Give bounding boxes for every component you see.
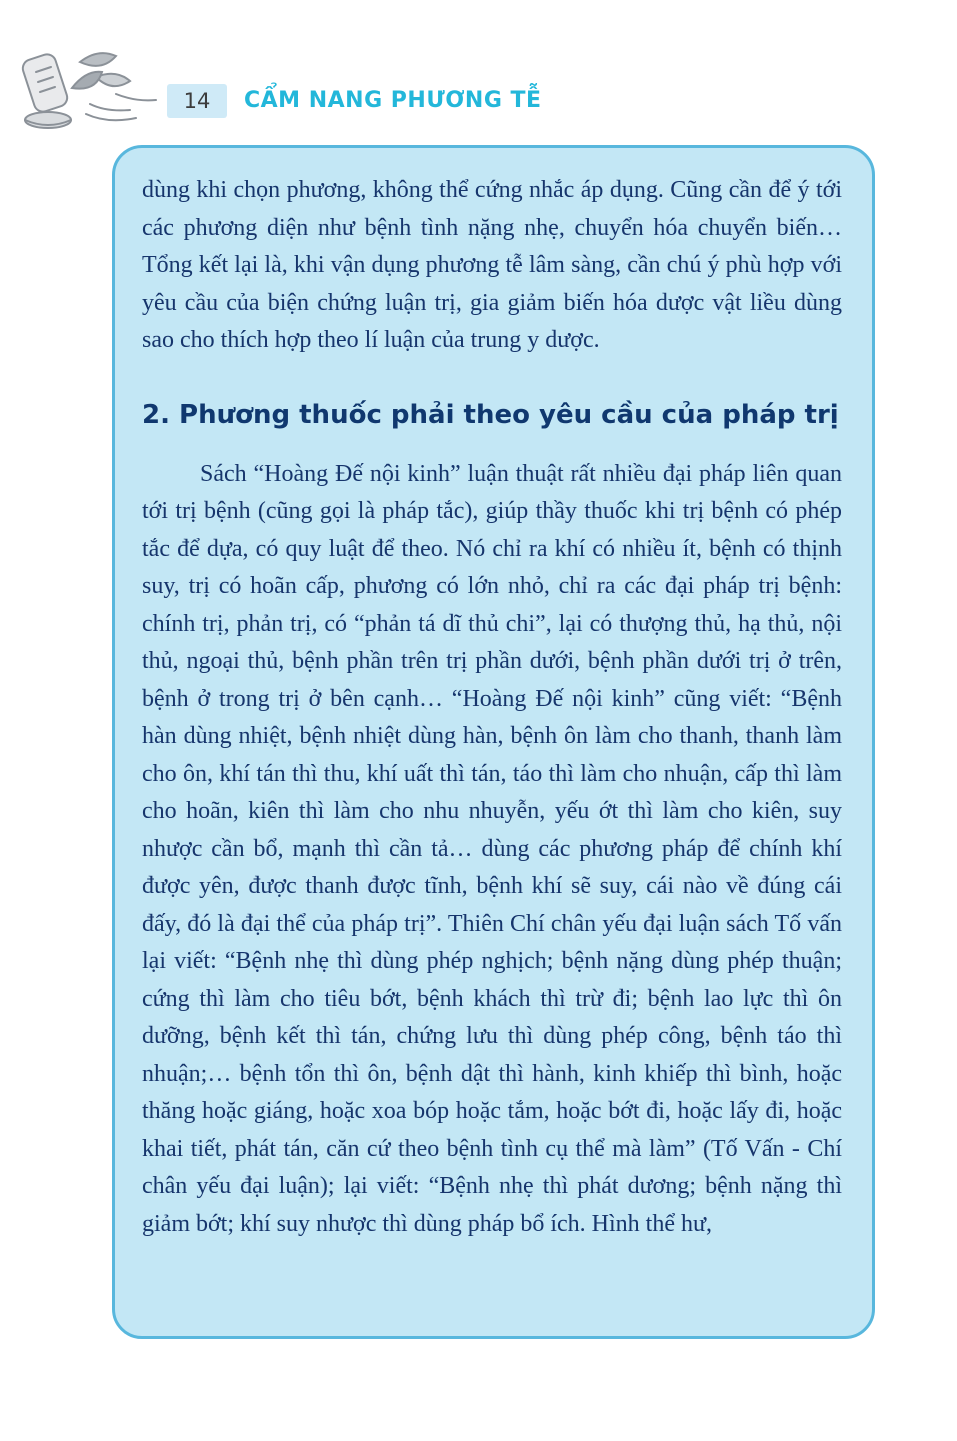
paragraph-continued: dùng khi chọn phương, không thể cứng nhắc áp dụng. Cũng cần để ý tới các phương diện như bệnh tình nặng nhẹ, chuyển hóa chuyển biến… Tổng kết lại là, khi vận dụng phương tễ lâm sàng, cần chú ý phù hợp với yêu cầu của biện chứng luận trị, gia giảm biến hóa dược vật liều dùng sao cho thích hợp theo lí luận của trung y dược. (142, 177, 842, 353)
page-number: 14 (183, 89, 211, 113)
body-paragraph: Sách “Hoàng Đế nội kinh” luận thuật rất nhiều đại pháp liên quan tới trị bệnh (cũng gọi là pháp tắc), giúp thầy thuốc khi trị bệnh có phép tắc để dựa, có quy luật để theo. Nó chỉ ra khí có nhiều ít, bệnh có thịnh suy, trị có hoãn cấp, phương có lớn nhỏ, chỉ ra các đại pháp trị bệnh: chính trị, phản trị, có “phản tá dĩ thủ chi”, lại có thượng thủ, hạ thủ, nội thủ, ngoại thủ, bệnh phần trên trị phần dưới, bệnh phần dưới trị ở trên, bệnh ở trong trị ở bên cạnh… “Hoàng Đế nội kinh” cũng viết: “Bệnh hàn dùng nhiệt, bệnh nhiệt dùng hàn, bệnh ôn làm cho thanh, thanh làm cho ôn, khí tán thì thu, khí uất thì tán, táo thì làm cho nhuận, cấp thì làm cho hoãn, kiên thì làm cho nhu nhuyễn, yếu ớt thì làm cho kiên, suy nhược cần bổ, mạnh thì cần tả… dùng các phương pháp để chính khí được yên, được thanh được tĩnh, bệnh khí sẽ suy, cái nào về đúng cái đấy, đó là đại thể của pháp trị”. Thiên Chí chân yếu đại luận sách Tố vấn lại viết: “Bệnh nhẹ thì dùng phép nghịch; bệnh nặng dùng phép thuận; cứng thì làm cho tiêu bớt, bệnh khách thì trừ đi; bệnh lao lực thì ôn dưỡng, bệnh kết thì tán, chứng lưu thì dùng phép công, bệnh táo thì nhuận;… bệnh tổn thì ôn, bệnh dật thì hành, kinh khiếp thì bình, hoặc thăng hoặc giáng, hoặc xoa bóp hoặc tắm, hoặc bớt đi, hoặc lấy đi, hoặc khai tiết, phát tán, căn cứ theo bệnh tình cụ thể mà làm” (Tố Vấn - Chí chân yếu đại luận); lại viết: “Bệnh nhẹ thì phát dương; bệnh nặng thì giảm bớt; khí suy nhược thì dùng pháp bổ ích. Hình thể hư, (142, 460, 842, 1237)
section-heading: 2. Phương thuốc phải theo yêu cầu của pháp trị (142, 399, 839, 430)
book-title: CẨM NANG PHƯƠNG TỄ (244, 88, 542, 113)
content-panel (112, 145, 875, 1339)
page-number-badge (167, 84, 227, 118)
herbs-illustration (18, 44, 173, 136)
